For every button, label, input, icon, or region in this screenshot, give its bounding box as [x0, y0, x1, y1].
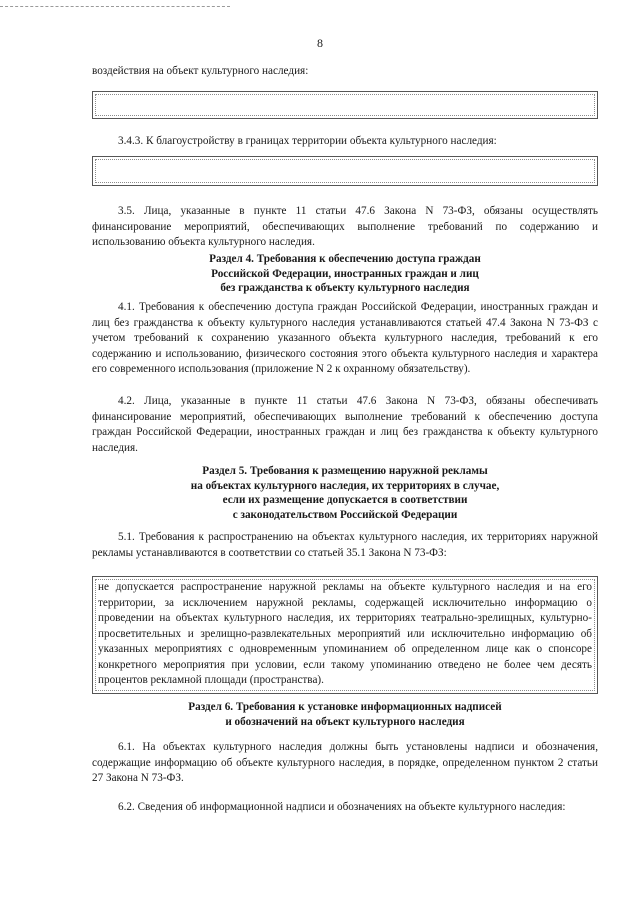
intro-fragment: воздействия на объект культурного наследия: — [92, 65, 309, 77]
advertising-requirements-box — [92, 576, 598, 694]
section-5-heading — [92, 464, 598, 522]
advertising-requirements-text: не допускается распространение наружной рекламы на объекте культурного наследия и на его территории, за исключением наружной рекламы, содержащей исключительно информацию о проведении на объектах культурного наследия, их территориях театрально-зрелищных, культурно-просветительных и зрелищно-развлекательных мероприятий или исключительно информацию об указанных мероприятиях с одновременным упоминанием об определенном лице как о спонсоре конкретного мероприятия при условии, если такому упоминанию отведено не более чем десять процентов рекламной площади (пространства). — [98, 581, 592, 686]
section-6-heading — [92, 700, 598, 729]
item-3-4-3: 3.4.3. К благоустройству в границах территории объекта культурного наследия: — [118, 135, 497, 147]
item-6-2: 6.2. Сведения об информационной надписи и обозначениях на объекте культурного наследия: — [118, 801, 566, 813]
item-3-5: 3.5. Лица, указанные в пункте 11 статьи 47.6 Закона N 73-ФЗ, обязаны осуществлять финансирование мероприятий, обеспечивающих выполнение требований по содержанию и использованию объекта культурного наследия. — [92, 205, 598, 248]
heading-line: Раздел 5. Требования к размещению наружной рекламы — [202, 465, 488, 477]
item-4-2: 4.2. Лица, указанные в пункте 11 статьи 47.6 Закона N 73-ФЗ, обязаны обеспечивать финансирование мероприятий, обеспечивающих выполнение требований к обеспечению доступа граждан Российской Федерации, иностранных граждан и лиц без гражданства к объекту культурного наследия. — [92, 395, 598, 454]
heading-line: если их размещение допускается в соответствии — [222, 494, 468, 506]
scan-top-edge — [0, 6, 230, 7]
item-6-1: 6.1. На объектах культурного наследия должны быть установлены надписи и обозначения, содержащие информацию об объекте культурного наследия, в порядке, определенном пунктом 2 статьи 27 Закона N 73-ФЗ. — [92, 741, 598, 784]
section-4-heading — [92, 252, 598, 296]
empty-field-box-landscaping — [92, 156, 598, 186]
heading-line: на объектах культурного наследия, их территориях в случае, — [190, 479, 500, 492]
page-number: 8 — [317, 36, 323, 50]
item-4-1: 4.1. Требования к обеспечению доступа граждан Российской Федерации, иностранных граждан и лиц без гражданства к объекту культурного наследия устанавливаются статьей 47.4 Закона N 73-ФЗ с учетом требований к сохранению указанного объекта культурного наследия, требований к его содержанию и использованию, физического состояния этого объекта культурного наследия и характера его современного использования (приложение N 2 к охранному обязательству). — [92, 301, 598, 375]
heading-line: Российской Федерации, иностранных граждан и лиц — [211, 267, 479, 280]
heading-line: Раздел 6. Требования к установке информационных надписей — [188, 701, 502, 713]
heading-line: с законодательством Российской Федерации — [232, 508, 458, 521]
heading-line: и обозначений на объект культурного наследия — [225, 715, 465, 728]
empty-field-box-impact — [92, 91, 598, 119]
heading-line: без гражданства к объекту культурного наследия — [220, 282, 470, 294]
heading-line: Раздел 4. Требования к обеспечению доступа граждан — [209, 253, 481, 265]
item-5-1: 5.1. Требования к распространению на объектах культурного наследия, их территориях наружной рекламы устанавливаются в соответствии со статьей 35.1 Закона N 73-ФЗ: — [92, 531, 598, 559]
